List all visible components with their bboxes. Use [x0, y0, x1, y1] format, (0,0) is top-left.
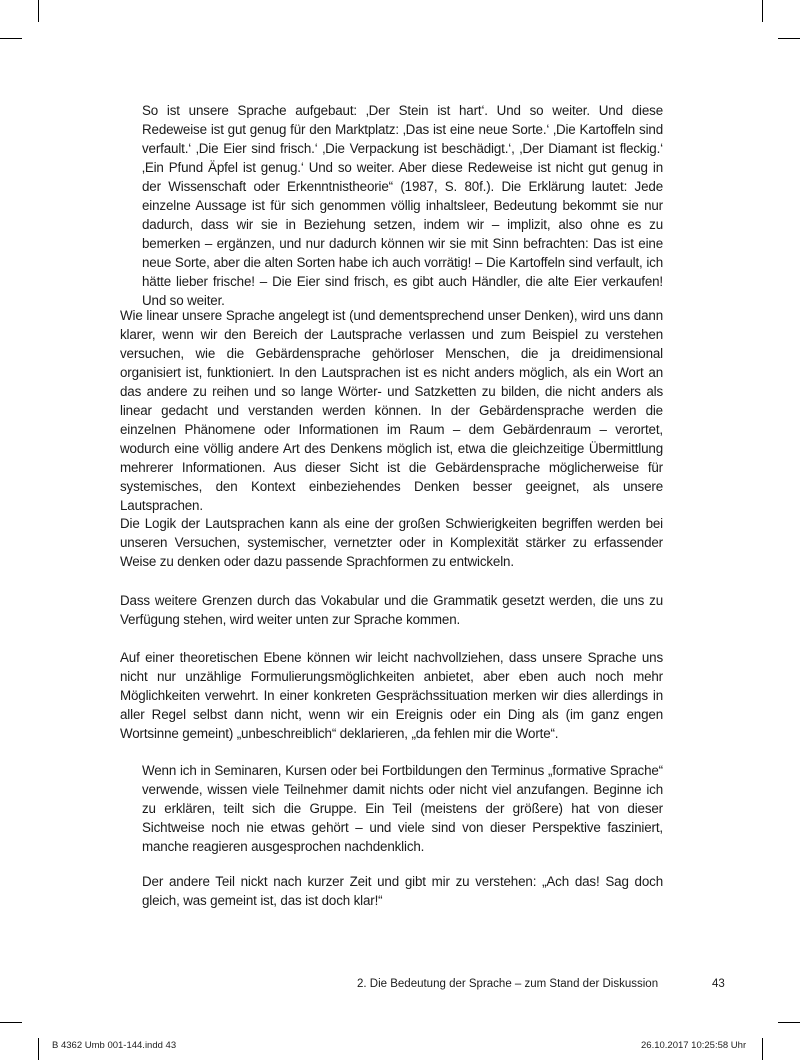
print-slug-timestamp: 26.10.2017 10:25:58 Uhr — [641, 1040, 747, 1051]
body-paragraph-2: Die Logik der Lautsprachen kann als eine der großen Schwierigkeiten begriffen werden bei unseren Versuchen, systemischer, vernetzter oder in Komplexität stärker zu erfassender Weise zu denken oder dazu passende Sprachformen zu entwickeln. — [120, 516, 663, 569]
page-number: 43 — [712, 978, 725, 990]
print-slug-file-info: B 4362 Umb 001-144.indd 43 — [52, 1040, 177, 1051]
body-paragraph-4: Auf einer theoretischen Ebene können wir leicht nachvollziehen, dass unsere Sprache uns nicht nur unzählige Formulierungsmöglichkeiten anbietet, aber eben auch noch mehr Möglichkeiten verwehrt. In einer konkreten Gesprächssituation merken wir dies allerdings in aller Regel selbst dann nicht, wenn wir ein Ereignis oder ein Ding als (im ganz engen Wortsinne gemeint) „unbeschreiblich“ deklarieren, „da fehlen mir die Worte“. — [120, 650, 663, 741]
running-footer-title: 2. Die Bedeutung der Sprache – zum Stand der Diskussion — [357, 978, 659, 990]
quote-paragraph-1: So ist unsere Sprache aufgebaut: ‚Der Stein ist hart‘. Und so weiter. Und diese Redeweise ist gut genug für den Marktplatz: ‚Das ist eine neue Sorte.‘ ‚Die Kartoffeln sind verfault.‘ ‚Die Eier sind frisch.‘ ‚Die Verpackung ist beschädigt.‘, ‚Der Diamant ist fleckig.‘ ‚Ein Pfund Äpfel ist genug.‘ Und so weiter. Aber diese Redeweise ist nicht gut genug in der Wissenschaft oder Erkenntnistheorie“ (1987, S. 80f.). Die Erklärung lautet: Jede einzelne Aussage ist für sich genommen völlig inhaltsleer, Bedeutung bekommt sie nur dadurch, dass wir sie in Beziehung setzen, indem wir – implizit, also ohne es zu bemerken – ergänzen, und nur dadurch können wir sie mit Sinn befrachten: Das ist eine neue Sorte, aber die alten Sorten habe ich auch vorrätig! – Die Kartoffeln sind verfault, ich hätte lieber frische! – Die Eier sind frisch, es gibt auch Händler, die alte Eier verkaufen! Und so weiter. — [142, 103, 663, 308]
body-paragraph-3: Dass weitere Grenzen durch das Vokabular und die Grammatik gesetzt werden, die uns zu Verfügung stehen, wird weiter unten zur Sprache kommen. — [120, 593, 663, 627]
body-paragraph-1: Wie linear unsere Sprache angelegt ist (und dementsprechend unser Denken), wird uns dann klarer, wenn wir den Bereich der Lautsprache verlassen und zum Beispiel zu verstehen versuchen, wie die Gebärdensprache gehörloser Menschen, die ja dreidimensional organisiert ist, funktioniert. In den Lautsprachen ist es nicht anders möglich, als ein Wort an das andere zu reihen und so lange Wörter- und Satzketten zu bilden, die nicht anders als linear gedacht und verstanden werden können. In der Gebärdensprache werden die einzelnen Phänomene oder Informationen im Raum – dem Gebärdenraum – verortet, wodurch eine völlig andere Art des Denkens möglich ist, etwa die gleichzeitige Übermittlung mehrerer Informationen. Aus dieser Sicht ist die Gebärdensprache möglicherweise für systemisches, den Kontext einbeziehendes Denken besser geeignet, als unsere Lautsprachen. — [120, 308, 663, 513]
quote-paragraph-2: Wenn ich in Seminaren, Kursen oder bei Fortbildungen den Terminus „formative Sprache“ verwende, wissen viele Teilnehmer damit nichts oder nicht viel anzufangen. Beginne ich zu erklären, teilt sich die Gruppe. Ein Teil (meistens der größere) hat von dieser Sichtweise noch nie etwas gehört – und viele sind von dieser Perspektive fasziniert, manche reagieren ausgesprochen nachdenklich. — [142, 763, 663, 854]
quote-paragraph-3: Der andere Teil nickt nach kurzer Zeit und gibt mir zu verstehen: „Ach das! Sag doch gleich, was gemeint ist, das ist doch klar!“ — [142, 874, 663, 908]
